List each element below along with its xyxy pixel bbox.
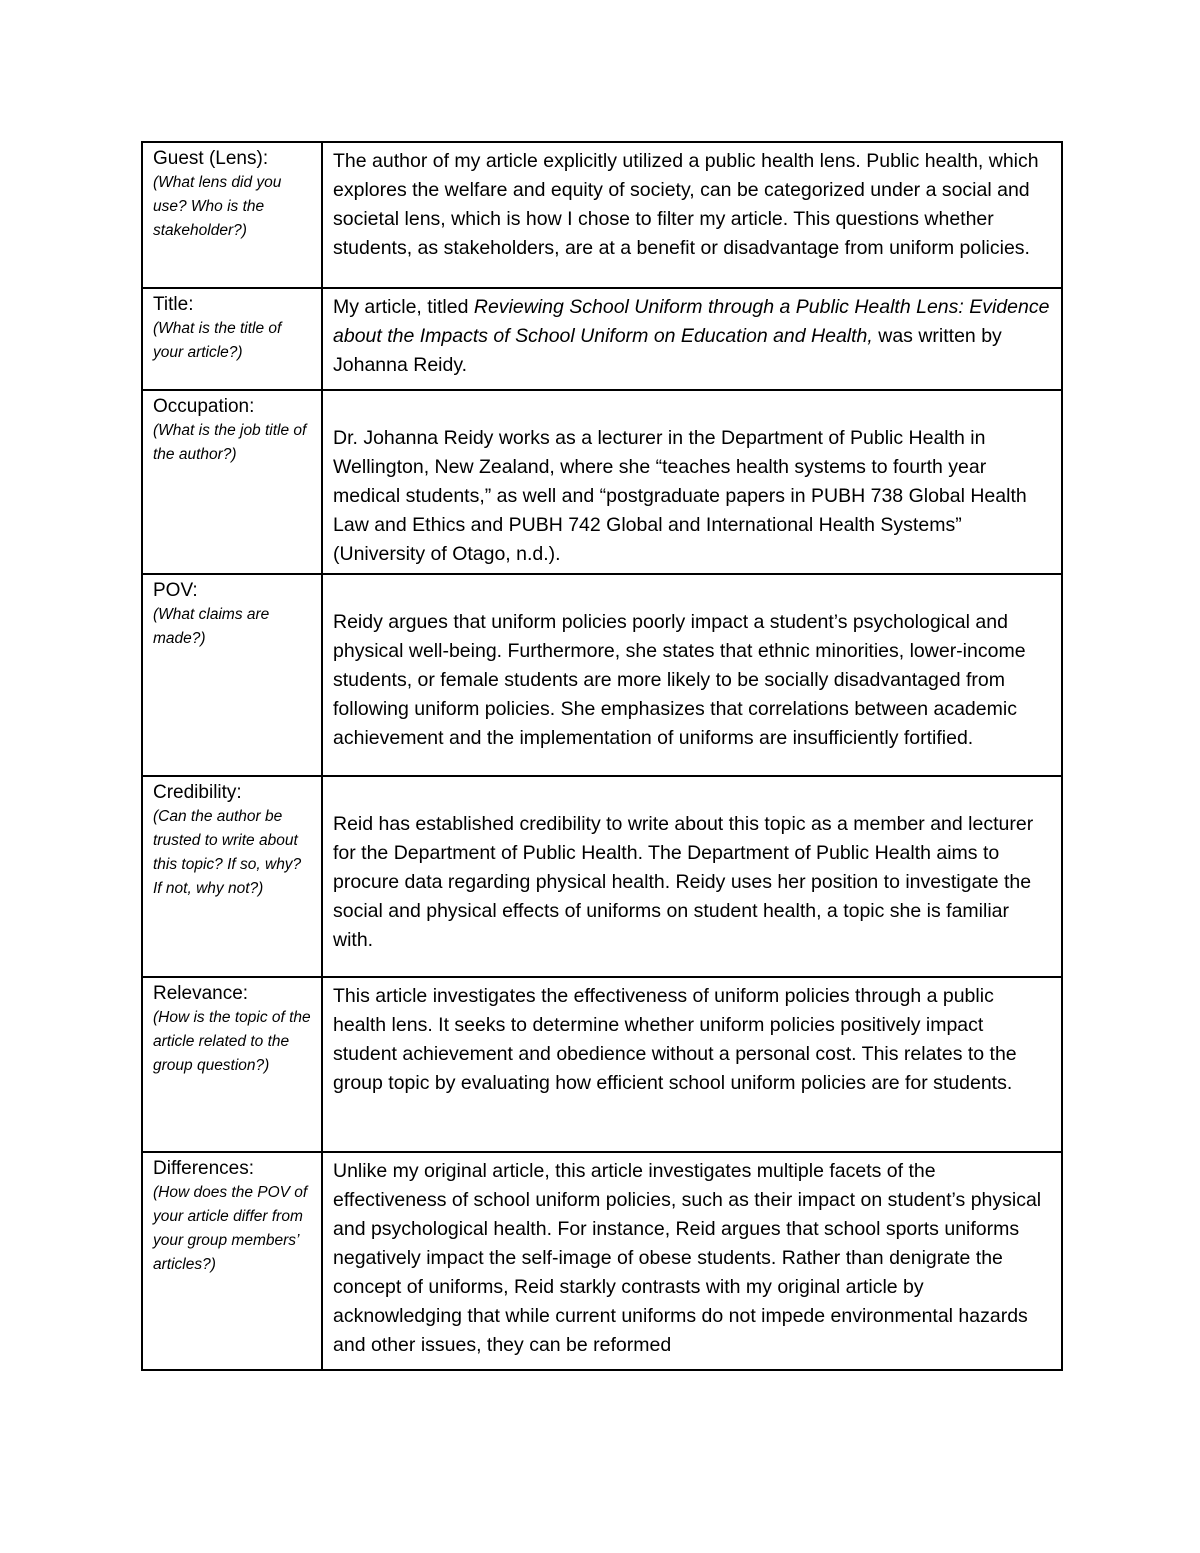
row-content: Reidy argues that uniform policies poorly impact a student’s psychological and physical well-being. Furthermore, she states that ethnic minorities, lower-income students, or female students are more likely to be socially disadvantaged from following uniform policies. She emphasizes that correlations between academic achievement and the implementation of uniforms are insufficiently fortified. (333, 611, 1026, 749)
content-cell (322, 390, 1062, 574)
label-cell (142, 390, 322, 574)
label-cell (142, 977, 322, 1152)
row-prompt: (What is the title of your article?) (153, 320, 282, 361)
table-row-credibility (142, 776, 1062, 977)
content-cell (322, 142, 1062, 288)
content-cell (322, 288, 1062, 390)
content-suffix: was written by Johanna Reidy. (333, 325, 1002, 376)
row-prompt: (Can the author be trusted to write about this topic? If so, why? If not, why not?) (153, 808, 302, 897)
row-content: This article investigates the effectiveness of uniform policies through a public health lens. It seeks to determine whether uniform policies positively impact student achievement and obedience without a personal cost. This relates to the group topic by evaluating how efficient school uniform policies are for students. (333, 985, 1017, 1094)
row-label: Relevance: (153, 983, 249, 1004)
row-prompt: (What lens did you use? Who is the stakeholder?) (153, 174, 282, 239)
row-prompt: (How is the topic of the article related to the group question?) (153, 1009, 311, 1074)
row-content (333, 293, 1051, 380)
row-label: Credibility: (153, 782, 242, 803)
content-cell (322, 1152, 1062, 1370)
row-label: Title: (153, 294, 194, 315)
table-row-pov (142, 574, 1062, 776)
row-content: Dr. Johanna Reidy works as a lecturer in the Department of Public Health in Wellington, New Zealand, where she “teaches health systems to fourth year medical students,” as well and “postgraduate papers in PUBH 738 Global Health Law and Ethics and PUBH 742 Global and International Health Systems” (University of Otago, n.d.). (333, 427, 1027, 565)
article-analysis-table (141, 141, 1063, 1371)
row-prompt: (What is the job title of the author?) (153, 422, 307, 463)
row-label: Differences: (153, 1158, 255, 1179)
content-cell (322, 776, 1062, 977)
label-cell (142, 776, 322, 977)
row-prompt: (How does the POV of your article differ from your group members’ articles?) (153, 1184, 308, 1273)
content-cell (322, 977, 1062, 1152)
label-cell (142, 288, 322, 390)
row-prompt: (What claims are made?) (153, 606, 270, 647)
article-title: Reviewing School Uniform through a Public Health Lens: Evidence about the Impacts of School Uniform on Education and Health, (333, 296, 1050, 347)
blank-line (333, 579, 1051, 608)
content-prefix: My article, titled (333, 296, 474, 318)
table-row-title (142, 288, 1062, 390)
row-content: Reid has established credibility to write about this topic as a member and lecturer for the Department of Public Health. The Department of Public Health aims to procure data regarding physical health. Reidy uses her position to investigate the social and physical effects of uniforms on student health, a topic she is familiar with. (333, 813, 1034, 951)
row-content: The author of my article explicitly utilized a public health lens. Public health, which explores the welfare and equity of society, can be categorized under a social and societal lens, which is how I chose to filter my article. This questions whether students, as stakeholders, are at a benefit or disadvantage from uniform policies. (333, 150, 1039, 259)
table-row-occupation (142, 390, 1062, 574)
label-cell (142, 142, 322, 288)
table-row-relevance (142, 977, 1062, 1152)
label-cell (142, 1152, 322, 1370)
blank-line (333, 395, 1051, 424)
content-cell (322, 574, 1062, 776)
blank-line (333, 781, 1051, 810)
row-label: Guest (Lens): (153, 148, 269, 169)
row-content: Unlike my original article, this article investigates multiple facets of the effectiveness of school uniform policies, such as their impact on student’s physical and psychological health. For instance, Reid argues that school sports uniforms negatively impact the self-image of obese students. Rather than denigrate the concept of uniforms, Reid starkly contrasts with my original article by acknowledging that while current uniforms do not impede environmental hazards and other issues, they can be reformed (333, 1160, 1042, 1356)
table-row-guest-lens (142, 142, 1062, 288)
label-cell (142, 574, 322, 776)
table-row-differences (142, 1152, 1062, 1370)
row-label: Occupation: (153, 396, 255, 417)
row-label: POV: (153, 580, 198, 601)
